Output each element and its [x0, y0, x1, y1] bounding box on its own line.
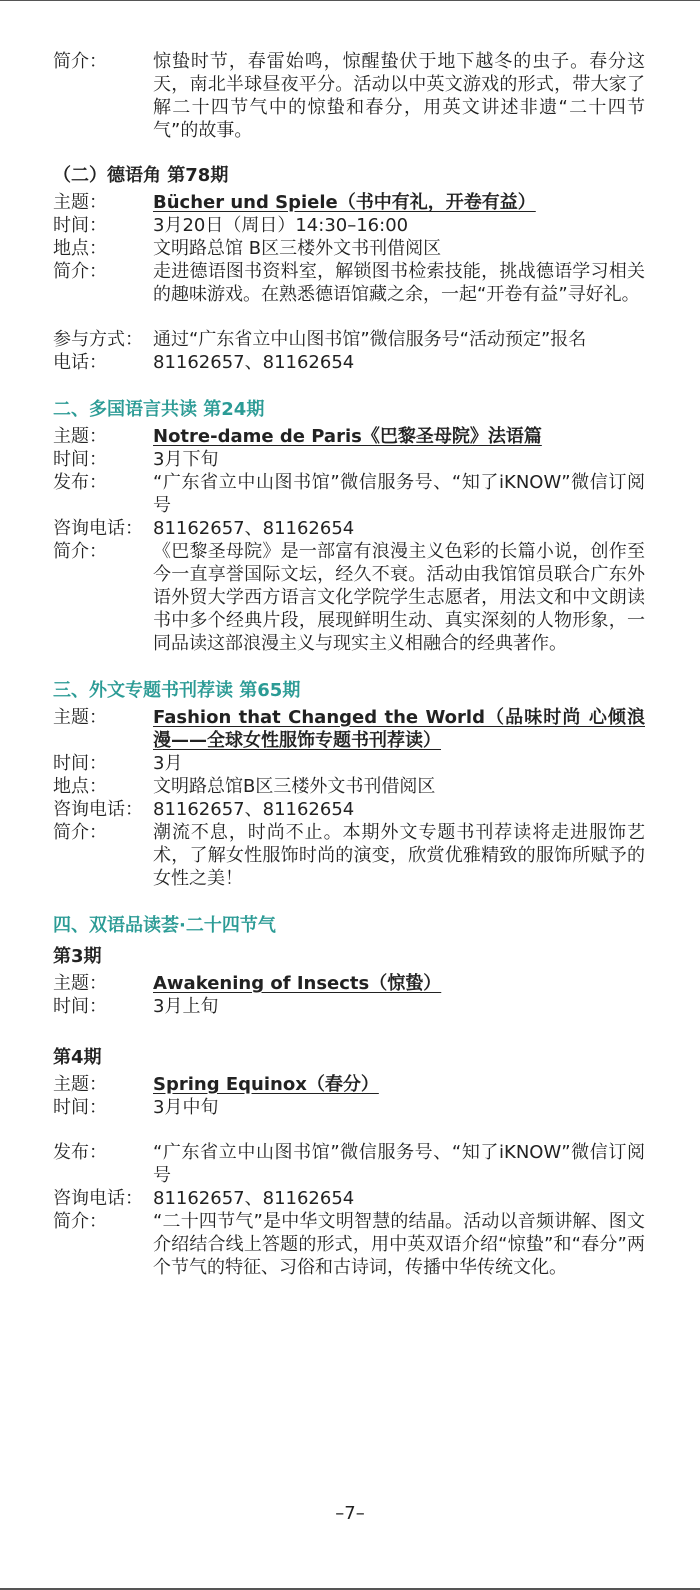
field-label: 时间： — [53, 1097, 107, 1118]
field-value: 走进德语图书资料室，解锁图书检索技能，挑战德语学习相关的趣味游戏。在熟悉德语馆藏之余，一起“开卷有益”寻好礼。 — [153, 261, 645, 305]
field-label: 时间： — [53, 215, 107, 236]
bilingual-intro-row — [53, 1210, 645, 1279]
reading-phone-row — [53, 517, 645, 540]
field-label: 时间： — [53, 996, 107, 1017]
field-label: 简介： — [53, 51, 107, 72]
field-label: 主题： — [53, 707, 107, 728]
field-value: “广东省立中山图书馆”微信服务号、“知了iKNOW”微信订阅号 — [153, 472, 645, 516]
field-label: 咨询电话： — [53, 1188, 143, 1209]
field-value: 3月下旬 — [153, 449, 219, 470]
field-label: 咨询电话： — [53, 518, 143, 539]
german-place-row — [53, 237, 645, 260]
field-value: 81162657、81162654 — [153, 1188, 355, 1209]
foreign-phone-row — [53, 798, 645, 821]
issue3-time-row — [53, 995, 645, 1018]
field-value: 文明路总馆B区三楼外文书刊借阅区 — [153, 776, 436, 797]
german-time-row — [53, 214, 645, 237]
reading-intro-row — [53, 540, 645, 655]
participation-row — [53, 328, 645, 351]
field-label: 发布： — [53, 1142, 107, 1163]
page-number: –7– — [335, 1503, 365, 1524]
field-label: 主题： — [53, 973, 107, 994]
field-value: 81162657、81162654 — [153, 518, 355, 539]
bilingual-phone-row — [53, 1187, 645, 1210]
field-label: 简介： — [53, 541, 107, 562]
german-topic-row — [53, 191, 645, 214]
field-value: 3月中旬 — [153, 1097, 219, 1118]
field-value: “广东省立中山图书馆”微信服务号、“知了iKNOW”微信订阅号 — [153, 1142, 645, 1186]
field-value: 《巴黎圣母院》是一部富有浪漫主义色彩的长篇小说，创作至今一直享誉国际文坛，经久不衰。活动由我馆馆员联合广东外语外贸大学西方语言文化学院学生志愿者，用法文和中文朗读书中多个经典片段，展现鲜明生动、真实深刻的人物形象，一同品读这部浪漫主义与现实主义相融合的经典著作。 — [153, 541, 645, 654]
field-value: 文明路总馆 B区三楼外文书刊借阅区 — [153, 238, 442, 259]
top-intro-row — [53, 50, 645, 142]
field-value: 惊蛰时节，春雷始鸣，惊醒蛰伏于地下越冬的虫子。春分这天，南北半球昼夜平分。活动以中英文游戏的形式，带大家了解二十四节气中的惊蛰和春分，用英文讲述非遗“二十四节气”的故事。 — [153, 51, 645, 141]
field-value: 3月上旬 — [153, 996, 219, 1017]
issue4-title: 第4期 — [53, 1047, 102, 1068]
field-label: 发布： — [53, 472, 107, 493]
german-corner-heading: （二）德语角 第78期 — [53, 165, 229, 186]
issue3-topic-title: Awakening of Insects（惊蛰） — [153, 973, 442, 994]
field-value: 通过“广东省立中山图书馆”微信服务号“活动预定”报名 — [153, 329, 587, 350]
reading-topic-row — [53, 425, 645, 448]
field-label: 地点： — [53, 776, 107, 797]
field-label: 简介： — [53, 1211, 107, 1232]
foreign-heading: 三、外文专题书刊荐读 第65期 — [53, 680, 301, 701]
foreign-time-row — [53, 752, 645, 775]
foreign-topic-row — [53, 706, 645, 752]
field-value: 81162657、81162654 — [153, 799, 355, 820]
reading-publish-row — [53, 471, 645, 517]
phone-row — [53, 351, 645, 374]
foreign-intro-row — [53, 821, 645, 890]
field-value: 3月 — [153, 753, 183, 774]
reading-time-row — [53, 448, 645, 471]
bilingual-publish-row — [53, 1141, 645, 1187]
field-label: 主题： — [53, 426, 107, 447]
field-label: 时间： — [53, 449, 107, 470]
field-label: 主题： — [53, 1074, 107, 1095]
issue4-topic-title: Spring Equinox（春分） — [153, 1074, 379, 1095]
field-value: 81162657、81162654 — [153, 352, 355, 373]
field-value: “二十四节气”是中华文明智慧的结晶。活动以音频讲解、图文介绍结合线上答题的形式，用中英双语介绍“惊蛰”和“春分”两个节气的特征、习俗和古诗词，传播中华传统文化。 — [153, 1211, 645, 1278]
field-value: 潮流不息，时尚不止。本期外文专题书刊荐读将走进服饰艺术，了解女性服饰时尚的演变，欣赏优雅精致的服饰所赋予的女性之美！ — [153, 822, 645, 889]
field-label: 地点： — [53, 238, 107, 259]
issue3-title: 第3期 — [53, 946, 102, 967]
field-label: 参与方式： — [53, 329, 143, 350]
bilingual-heading: 四、双语品读荟·二十四节气 — [53, 915, 276, 936]
issue3-topic-row — [53, 972, 645, 995]
field-label: 简介： — [53, 822, 107, 843]
field-label: 咨询电话： — [53, 799, 143, 820]
field-label: 时间： — [53, 753, 107, 774]
reading-heading: 二、多国语言共读 第24期 — [53, 399, 265, 420]
german-topic-title: Bücher und Spiele（书中有礼，开卷有益） — [153, 192, 536, 213]
field-label: 主题： — [53, 192, 107, 213]
issue4-topic-row — [53, 1073, 645, 1096]
foreign-topic-title: Fashion that Changed the World（品味时尚 心倾浪漫——全球女性服饰专题书刊荐读） — [153, 707, 645, 751]
reading-topic-title: Notre-dame de Paris《巴黎圣母院》法语篇 — [153, 426, 542, 447]
issue4-time-row — [53, 1096, 645, 1119]
document-page — [53, 50, 645, 1279]
german-intro-row — [53, 260, 645, 306]
field-label: 简介： — [53, 261, 107, 282]
field-label: 电话： — [53, 352, 107, 373]
top-border — [0, 0, 700, 1]
field-value: 3月20日（周日）14:30–16:00 — [153, 215, 409, 236]
foreign-place-row — [53, 775, 645, 798]
